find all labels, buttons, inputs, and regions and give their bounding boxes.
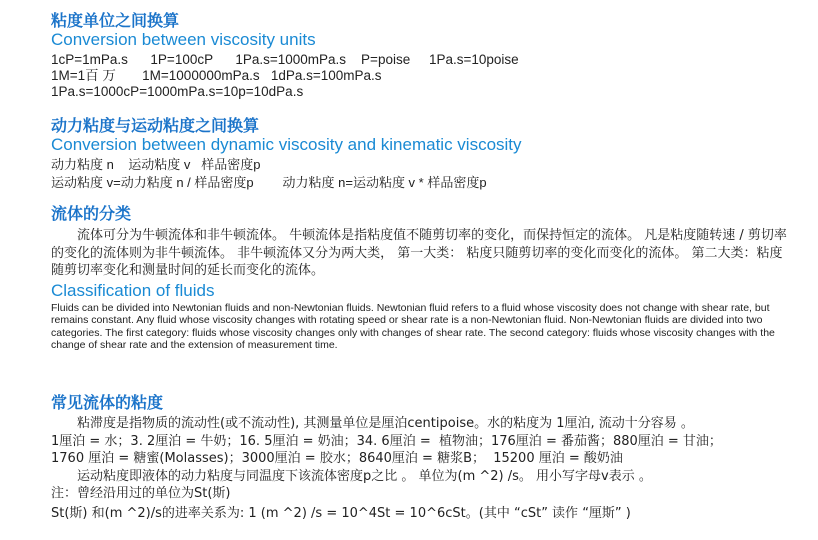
common-note: 注：曾经沿用过的单位为St(斯) xyxy=(51,486,231,501)
dynamic-line-2: 运动粘度 v=动力粘度 n / 样品密度p 动力粘度 n=运动粘度 v * 样品密度p xyxy=(51,174,487,190)
heading-cn-unit-conversion: 粘度单位之间换算 xyxy=(51,11,180,30)
unit-line-1: 1cP=1mPa.s 1P=100cP 1Pa.s=1000mPa.s P=poise 1Pa.s=10poise xyxy=(51,52,519,67)
section-common-viscosity xyxy=(51,394,788,522)
unit-line-2: 1M=1百 万 1M=1000000mPa.s 1dPa.s=100mPa.s xyxy=(51,68,382,83)
section-unit-conversion xyxy=(51,12,788,100)
heading-cn-classification: 流体的分类 xyxy=(51,204,132,223)
common-line-2: 1厘泊 = 水；3. 2厘泊 = 牛奶；16. 5厘泊 = 奶油；34. 6厘泊 = 植物油；176厘泊 = 番茄酱；880厘泊 = 甘油； xyxy=(51,433,722,449)
classification-body-cn: 流体可分为牛顿流体和非牛顿流体。 牛顿流体是指粘度值不随剪切率的变化，而保持恒定的流体。 凡是粘度随转速 / 剪切率的变化的流体则为非牛顿流体。 非牛顿流体又分为两大类， 第一大类： 粘度只随剪切率的变化而变化的流体。 第二大类：粘度随剪切率变化和测量时间的延长而变化的流体。 xyxy=(51,228,787,278)
heading-en-unit-conversion: Conversion between viscosity units xyxy=(51,30,316,49)
section-classification xyxy=(51,205,788,352)
heading-cn-common-viscosity: 常见流体的粘度 xyxy=(51,393,164,412)
common-para-2: 运动粘度即液体的动力粘度与同温度下该流体密度p之比 。 单位为(m ^2) /s。 用小写字母v表示 。 xyxy=(77,468,652,484)
classification-body-en: Fluids can be divided into Newtonian fluids and non-Newtonian fluids. Newtonian fluid refers to a fluid whose viscosity does not change with shear rate, but remains constant. Any fluid whose viscosity changes with rotating speed or shear rate is a non-Newtonian fluid. Non-Newtonian fluids are divided into two categories. The first category: fluids whose viscosity changes only with changes of shear rate. The second category: fluids whose viscosity changes with the change of shear rate and the extension of measurement time. xyxy=(51,301,775,351)
heading-cn-dynamic-kinematic: 动力粘度与运动粘度之间换算 xyxy=(51,116,260,135)
common-para-1: 粘滞度是指物质的流动性(或不流动性), 其测量单位是厘泊centipoise。水的粘度为 1厘泊, 流动十分容易 。 xyxy=(77,416,694,431)
common-line-3: 1760 厘泊 = 糖蜜(Molasses)；3000厘泊 = 胶水；8640厘泊 = 糖浆B； 15200 厘泊 = 酸奶油 xyxy=(51,451,623,466)
heading-en-classification: Classification of fluids xyxy=(51,280,215,300)
dynamic-line-1: 动力粘度 n 运动粘度 v 样品密度p xyxy=(51,157,261,172)
heading-en-dynamic-kinematic: Conversion between dynamic viscosity and kinematic viscosity xyxy=(51,135,522,154)
unit-line-3: 1Pa.s=1000cP=1000mPa.s=10p=10dPa.s xyxy=(51,84,304,99)
common-line-last: St(斯) 和(m ^2)/s的进率关系为: 1 (m ^2) /s = 10^4St = 10^6cSt。(其中 “cSt” 读作 “厘斯” ) xyxy=(51,505,631,521)
section-dynamic-kinematic xyxy=(51,117,788,191)
